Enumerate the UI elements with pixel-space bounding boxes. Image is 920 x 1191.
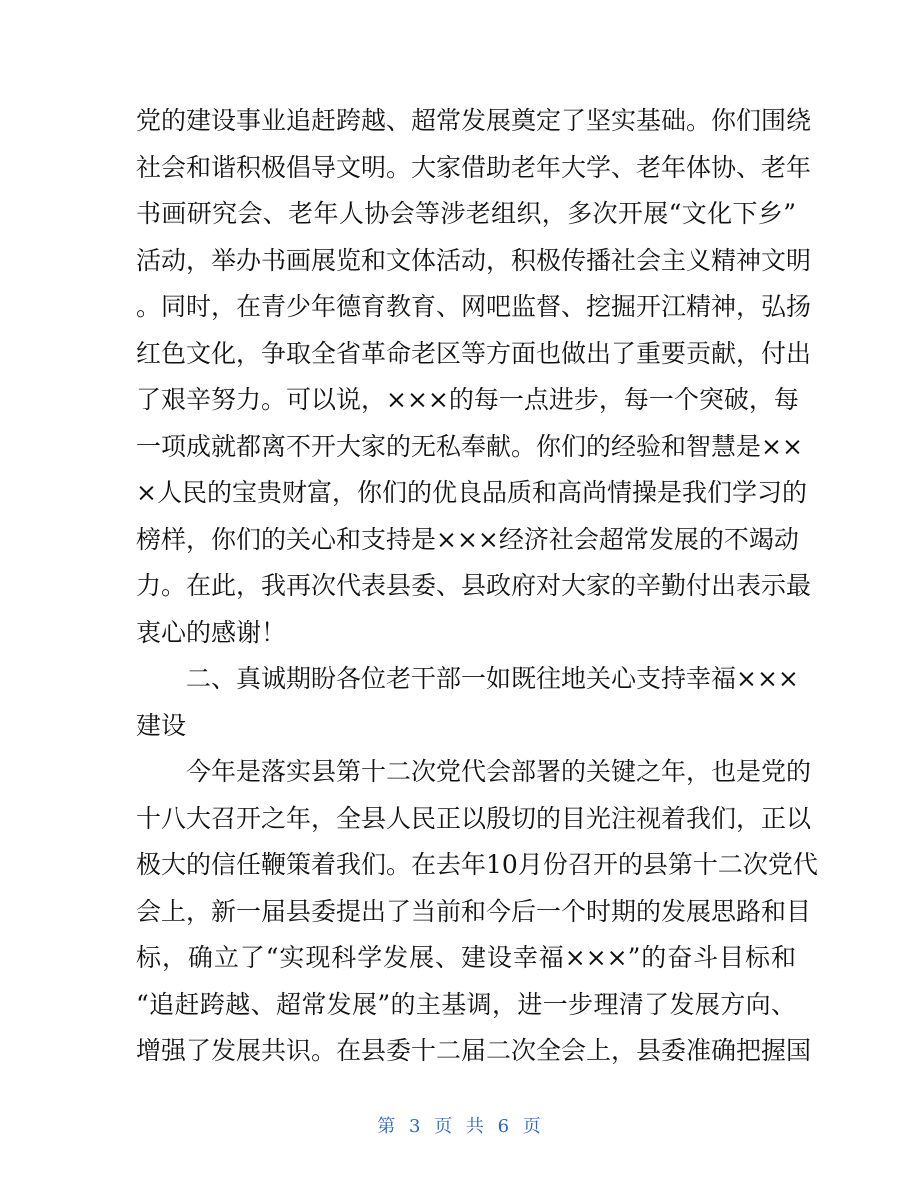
text-line: 会上，新一届县委提出了当前和今后一个时期的发展思路和目 — [136, 896, 812, 926]
text-line: ×人民的宝贵财富，你们的优良品质和高尚情操是我们学习的 — [136, 478, 807, 507]
text-line: 力。在此，我再次代表县委、县政府对大家的辛勤付出表示最 — [136, 571, 812, 600]
text-line: 十八大召开之年，全县人民正以殷切的目光注视着我们，正以 — [136, 803, 812, 833]
text-line: 。同时，在青少年德育教育、网吧监督、挖掘开江精神，弘扬 — [136, 292, 812, 321]
text-line: 衷心的感谢！ — [136, 617, 287, 647]
text-line: 书画研究会、老年人协会等涉老组织，多次开展“文化下乡” — [136, 199, 796, 228]
text-line: 了艰辛努力。可以说，×××的每一点进步，每一个突破，每 — [136, 385, 799, 414]
text-line: 增强了发展共识。在县委十二届二次全会上，县委准确把握国 — [136, 1036, 812, 1065]
text-line: 社会和谐积极倡导文明。大家借助老年大学、老年体协、老年 — [136, 152, 812, 182]
text-line: 标，确立了“实现科学发展、建设幸福×××”的奋斗目标和 — [136, 943, 796, 972]
text-line: 党的建设事业追赶跨越、超常发展奠定了坚实基础。你们围绕 — [136, 106, 812, 135]
text-line: “追赶跨越、超常发展”的主基调，进一步理清了发展方向、 — [136, 989, 796, 1019]
text-line: 榜样，你们的关心和支持是×××经济社会超常发展的不竭动 — [136, 524, 799, 554]
page-number-footer: 第 3 页 共 6 页 — [377, 1116, 543, 1137]
document-body — [136, 98, 818, 1075]
text-line: 活动，举办书画展览和文体活动，积极传播社会主义精神文明 — [136, 245, 812, 275]
text-line: 今年是落实县第十二次党代会部署的关键之年，也是党的 — [186, 757, 812, 786]
text-line: 建设 — [136, 710, 187, 740]
text-line: 红色文化，争取全省革命老区等方面也做出了重要贡献，付出 — [136, 338, 812, 368]
text-line: 二、真诚期盼各位老干部一如既往地关心支持幸福××× — [186, 664, 799, 693]
text-line: 一项成就都离不开大家的无私奉献。你们的经验和智慧是×× — [136, 431, 803, 461]
text-line: 极大的信任鞭策着我们。在去年10月份召开的县第十二次党代 — [136, 850, 818, 879]
